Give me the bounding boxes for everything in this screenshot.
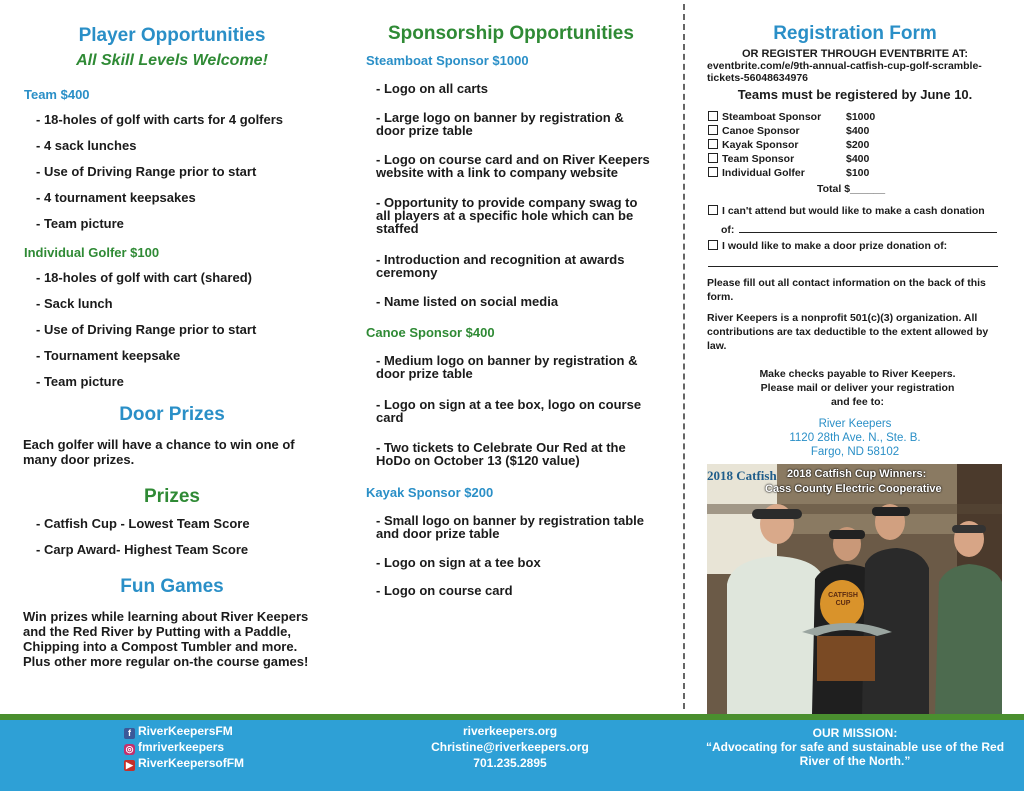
cash-donation-row[interactable] <box>708 205 1008 217</box>
cash-donation-line[interactable] <box>739 232 997 233</box>
list-item: - Logo on course card and on River Keepers website with a link to company website <box>376 152 650 180</box>
checkbox[interactable] <box>708 205 718 215</box>
player-opportunities-heading: Player Opportunities <box>78 25 266 46</box>
winners-photo-art <box>707 464 1002 714</box>
option-price: $400 <box>846 125 870 137</box>
address-line: Fargo, ND 58102 <box>810 446 900 458</box>
nonprofit-note: River Keepers is a nonprofit 501(c)(3) organization. All contributions are tax deductible to the extent allowed by law. <box>707 312 989 352</box>
checkbox[interactable] <box>708 139 718 149</box>
mission-title: OUR MISSION: <box>812 726 898 740</box>
cash-of-label: of: <box>721 224 735 236</box>
list-item: - 4 sack lunches <box>36 138 137 153</box>
total-field[interactable]: Total $______ <box>817 183 886 195</box>
checkbox[interactable] <box>708 111 718 121</box>
steamboat-label: Steamboat Sponsor $1000 <box>366 53 529 68</box>
list-item: - Catfish Cup - Lowest Team Score <box>36 516 250 531</box>
option-price: $200 <box>846 139 870 151</box>
option-individual[interactable] <box>708 167 908 180</box>
door-donation-label: I would like to make a door prize donation of: <box>722 240 948 252</box>
mission-text: “Advocating for safe and sustainable use of the Red River of the North.” <box>705 740 1005 768</box>
list-item: - Tournament keepsake <box>36 348 181 363</box>
list-item: - Logo on sign at a tee box, logo on course card <box>376 397 642 425</box>
option-price: $400 <box>846 153 870 165</box>
list-item: - Team picture <box>36 216 124 231</box>
youtube-icon: ▶ <box>124 760 135 771</box>
list-item: - Use of Driving Range prior to start <box>36 164 257 179</box>
fun-games-heading: Fun Games <box>120 576 224 597</box>
list-item: - Large logo on banner by registration & door prize table <box>376 110 624 138</box>
checkbox[interactable] <box>708 153 718 163</box>
checkbox[interactable] <box>708 125 718 135</box>
list-item: - Opportunity to provide company swag to all players at a specific hole which can be staffed <box>376 195 638 236</box>
eventbrite-label: OR REGISTER THROUGH EVENTBRITE AT: <box>741 48 969 60</box>
option-label: Team Sponsor <box>722 153 795 165</box>
youtube-handle: RiverKeepersofFM <box>138 756 245 770</box>
checks-note: Make checks payable to River Keepers. Please mail or deliver your registration and fee to: <box>759 368 956 408</box>
list-item: - Introduction and recognition at awards ceremony <box>376 252 625 280</box>
email-link[interactable]: Christine@riverkeepers.org <box>431 740 589 754</box>
list-item: - Name listed on social media <box>376 294 559 309</box>
list-item: - Logo on all carts <box>376 81 488 96</box>
list-item: - Logo on sign at a tee box <box>376 555 541 570</box>
option-steamboat[interactable] <box>708 111 908 124</box>
kayak-label: Kayak Sponsor $200 <box>366 485 494 500</box>
phone-number: 701.235.2895 <box>473 756 547 770</box>
skill-levels-subtitle: All Skill Levels Welcome! <box>76 52 268 69</box>
photo-caption-title: 2018 Catfish Cup Winners: <box>787 468 927 480</box>
option-team[interactable] <box>708 153 908 166</box>
option-price: $100 <box>846 167 870 179</box>
individual-golfer-label: Individual Golfer $100 <box>24 245 160 260</box>
contact-note: Please fill out all contact information on the back of this form. <box>707 277 986 303</box>
footer <box>0 720 1024 791</box>
door-prizes-text: Each golfer will have a chance to win one of many door prizes. <box>23 437 295 467</box>
option-label: Individual Golfer <box>722 167 805 179</box>
option-label: Canoe Sponsor <box>722 125 800 137</box>
list-item: - Medium logo on banner by registration & door prize table <box>376 353 638 381</box>
list-item: - Logo on course card <box>376 583 513 598</box>
address-line: River Keepers <box>818 418 892 430</box>
checkbox[interactable] <box>708 240 718 250</box>
photo-caption-subtitle: Cass County Electric Cooperative <box>765 483 942 495</box>
list-item: - Use of Driving Range prior to start <box>36 322 257 337</box>
list-item: - 18-holes of golf with carts for 4 golfers <box>36 112 284 127</box>
website-link[interactable]: riverkeepers.org <box>462 724 558 738</box>
list-item: - Sack lunch <box>36 296 113 311</box>
team-label: Team $400 <box>24 87 90 102</box>
eventbrite-url[interactable]: eventbrite.com/e/9th-annual-catfish-cup-golf-scramble-tickets-56048634976 <box>707 60 982 84</box>
option-label: Steamboat Sponsor <box>722 111 822 123</box>
facebook-link[interactable] <box>124 724 233 739</box>
list-item: - Team picture <box>36 374 124 389</box>
checkbox[interactable] <box>708 167 718 177</box>
door-donation-line[interactable] <box>708 266 998 267</box>
door-prizes-heading: Door Prizes <box>119 404 225 425</box>
trophy-label: CATFISH CUP <box>828 592 858 607</box>
option-price: $1000 <box>846 111 876 123</box>
cash-donation-label: I can't attend but would like to make a cash donation <box>722 205 985 217</box>
fold-dashed-line <box>683 4 685 709</box>
photo-banner-text: 2018 Catfish <box>707 468 777 483</box>
registration-heading: Registration Form <box>773 23 937 44</box>
list-item: - Small logo on banner by registration table and door prize table <box>376 513 644 541</box>
list-item: - Two tickets to Celebrate Our Red at the HoDo on October 13 ($120 value) <box>376 440 626 468</box>
list-item: - Carp Award- Highest Team Score <box>36 542 249 557</box>
option-canoe[interactable] <box>708 125 908 138</box>
list-item: - 4 tournament keepsakes <box>36 190 196 205</box>
list-item: - 18-holes of golf with cart (shared) <box>36 270 252 285</box>
fun-games-text: Win prizes while learning about River Keepers and the Red River by Putting with a Paddle, Chipping into a Compost Tumbler and more. Plus other more regular on-the course games! <box>23 609 309 669</box>
instagram-link[interactable] <box>124 740 224 755</box>
sponsorship-heading: Sponsorship Opportunities <box>388 23 634 44</box>
facebook-handle: RiverKeepersFM <box>138 724 233 738</box>
instagram-icon: ◎ <box>125 744 134 754</box>
option-label: Kayak Sponsor <box>722 139 799 151</box>
canoe-label: Canoe Sponsor $400 <box>366 325 495 340</box>
winners-photo <box>707 464 1002 714</box>
prizes-heading: Prizes <box>144 486 200 507</box>
door-donation-row[interactable] <box>708 240 1008 252</box>
address-line: 1120 28th Ave. N., Ste. B. <box>789 432 921 444</box>
option-kayak[interactable] <box>708 139 908 152</box>
registration-deadline: Teams must be registered by June 10. <box>737 87 973 102</box>
facebook-icon: f <box>124 728 135 739</box>
instagram-handle: fmriverkeepers <box>138 740 225 754</box>
youtube-link[interactable] <box>124 756 244 771</box>
